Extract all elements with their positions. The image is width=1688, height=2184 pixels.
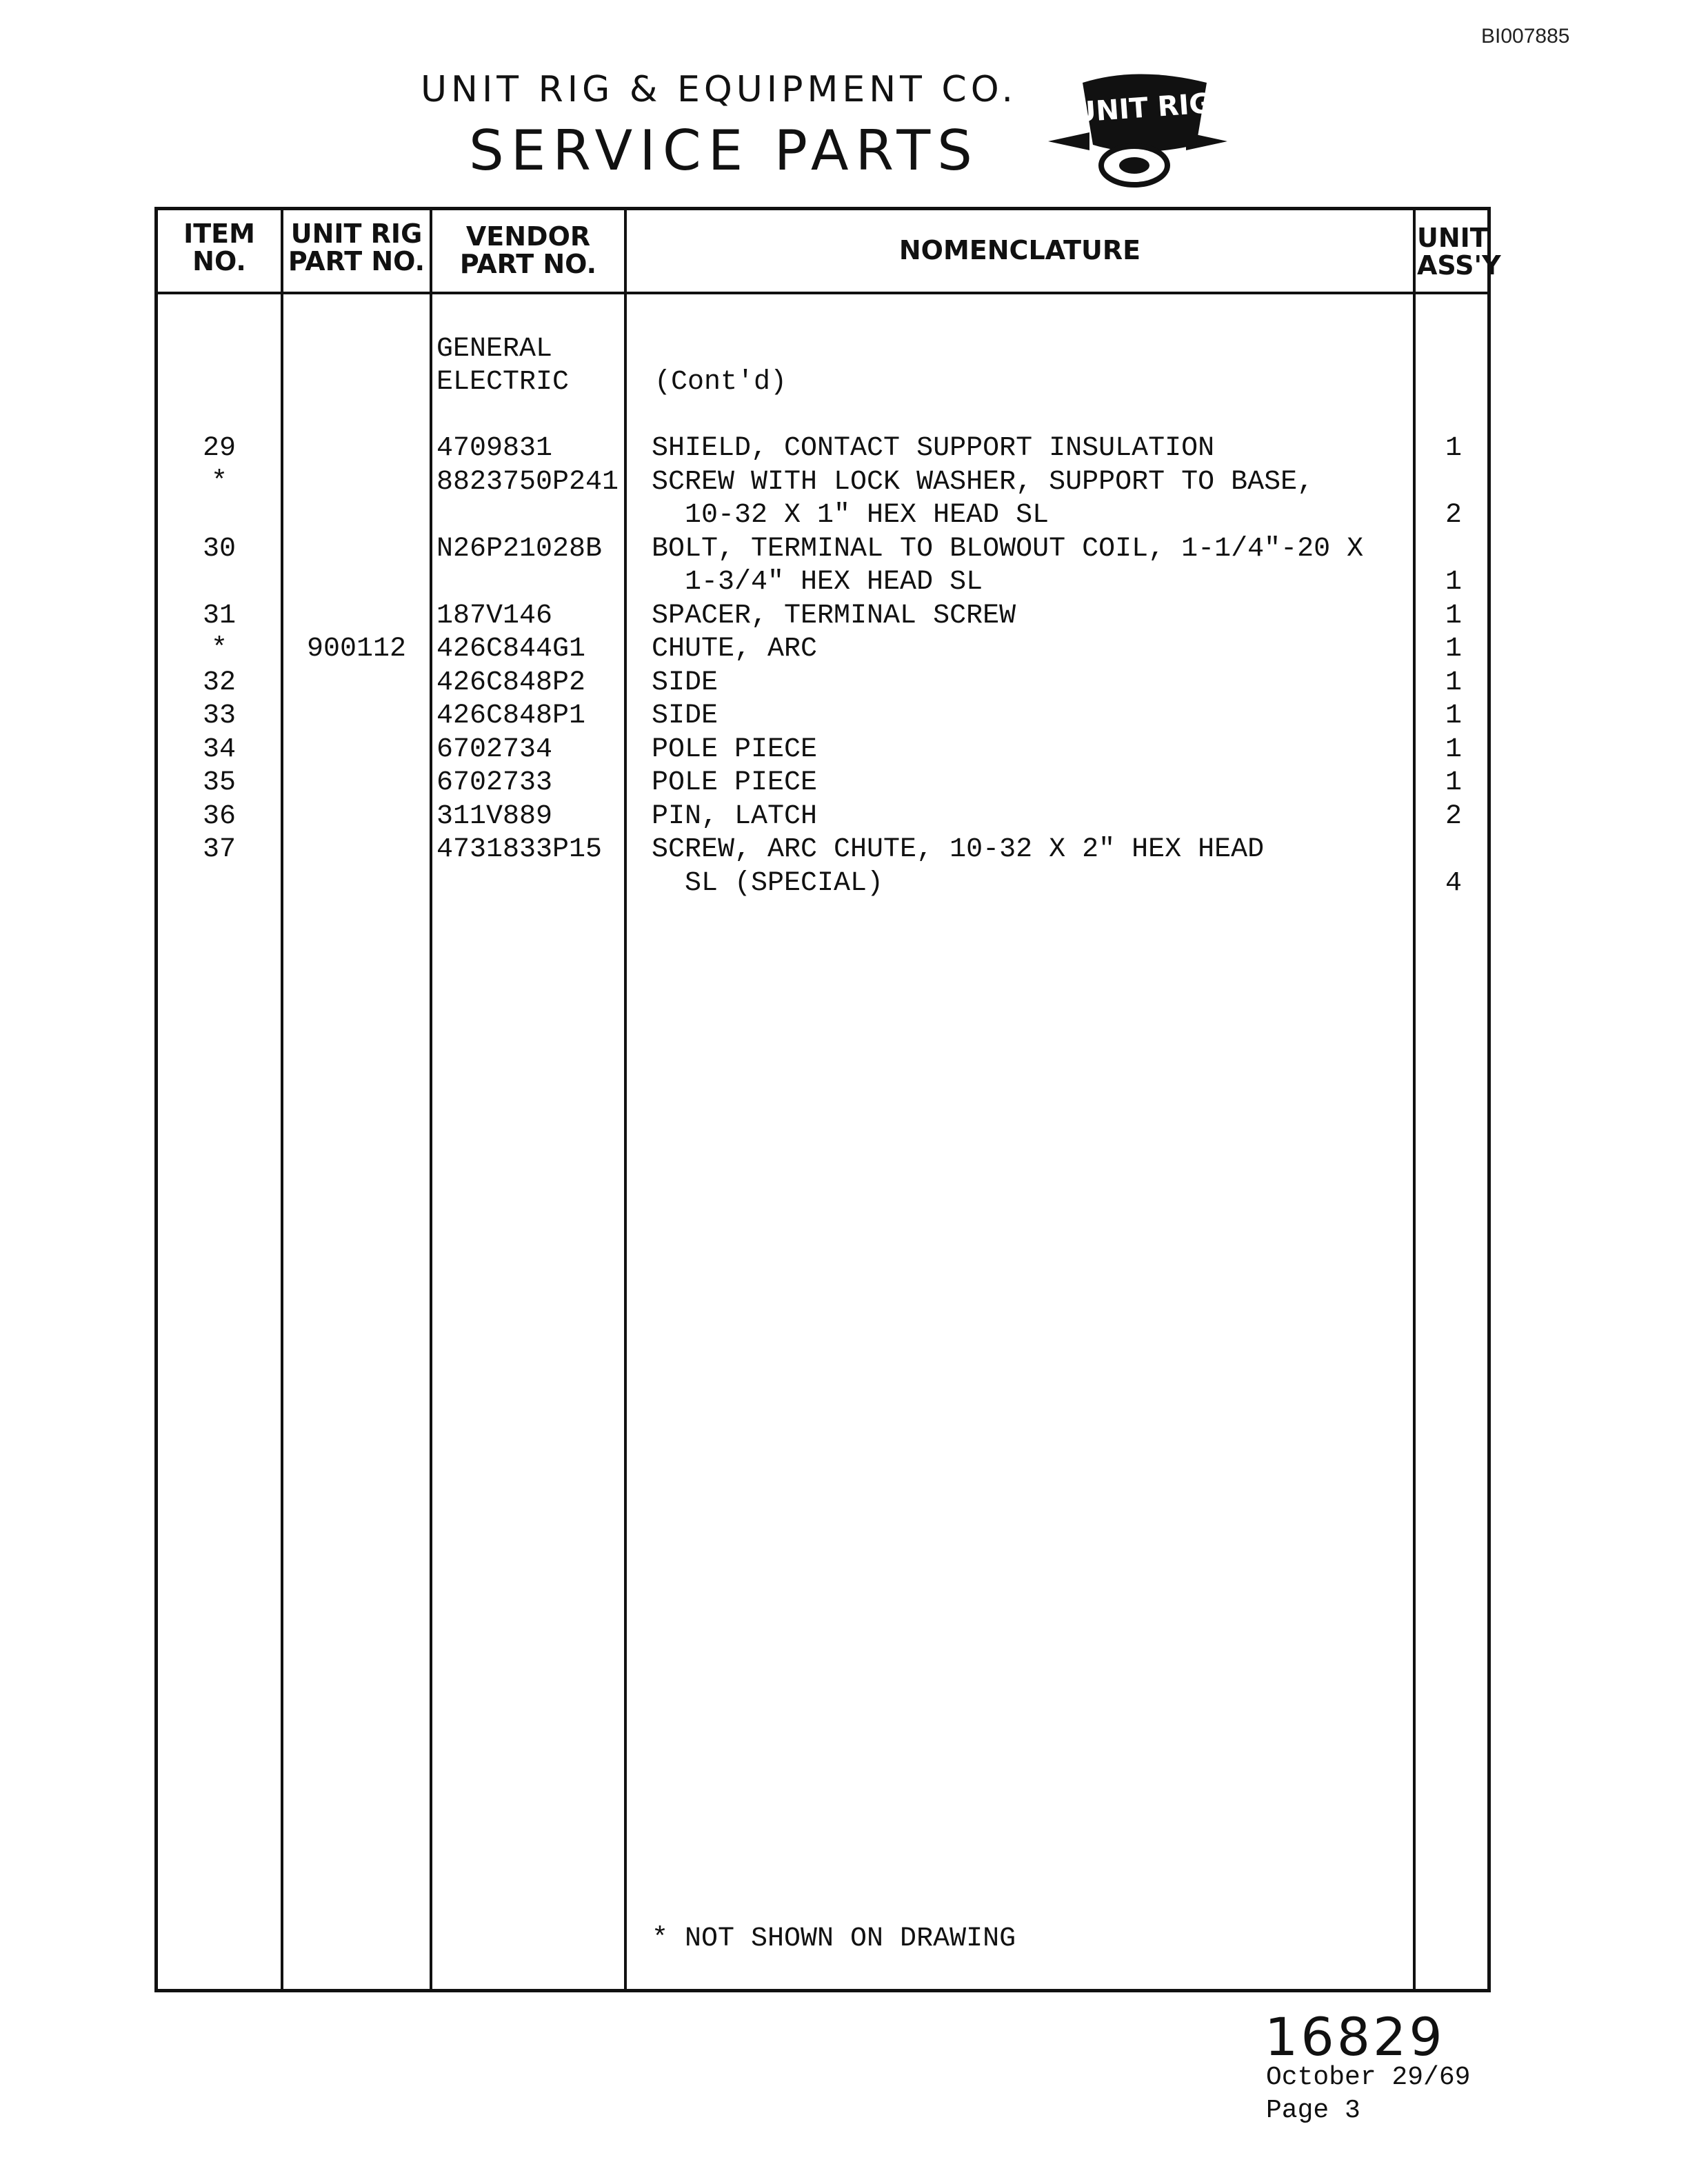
footer-page: Page 3 [1266, 2096, 1360, 2125]
cell-item-no: 33 [202, 700, 236, 731]
footnote: * NOT SHOWN ON DRAWING [652, 1923, 1016, 1954]
header-nomenclature: NOMENCLATURE [898, 235, 1141, 265]
cell-vendor-part-no: 187V146 [436, 600, 553, 631]
column-divider [281, 210, 283, 1989]
cell-item-no: 35 [202, 767, 236, 798]
cell-nomenclature: BOLT, TERMINAL TO BLOWOUT COIL, 1-1/4"-20 X [652, 533, 1364, 565]
header-vendor-part-no: VENDOR PART NO. [459, 221, 597, 279]
cell-nomenclature: 1-3/4" HEX HEAD SL [652, 567, 983, 598]
cell-unit-assy-qty: 1 [1445, 734, 1462, 765]
cell-unit-assy-qty: 1 [1445, 634, 1462, 665]
cell-item-no: 30 [202, 533, 236, 565]
cell-unit-assy-qty: 1 [1445, 667, 1462, 698]
cell-vendor-part-no: 311V889 [436, 800, 553, 832]
cell-unit-assy-qty: 2 [1445, 500, 1462, 531]
header-unit-rig-part-no: UNIT RIG PART NO. [288, 219, 425, 276]
cell-vendor-part-no: 6702733 [436, 767, 553, 798]
cell-item-no: * [210, 466, 228, 498]
cell-unit-assy-qty: 2 [1445, 800, 1462, 832]
cell-nomenclature: SIDE [652, 700, 719, 731]
column-divider [430, 210, 432, 1989]
cell-item-no: * [210, 634, 228, 665]
cell-item-no: 32 [202, 667, 236, 698]
cell-nomenclature: PIN, LATCH [652, 800, 818, 832]
cell-nomenclature: POLE PIECE [652, 767, 818, 798]
svg-text:UNIT RIG: UNIT RIG [1072, 88, 1213, 129]
cell-vendor-part-no: 4731833P15 [436, 834, 603, 865]
cell-vendor-part-no: 8823750P241 [436, 466, 619, 498]
document-number: 16829 [1265, 2006, 1445, 2067]
cell-nomenclature: SCREW WITH LOCK WASHER, SUPPORT TO BASE, [652, 466, 1314, 498]
vendor-name-line: ELECTRIC [436, 367, 570, 398]
cell-vendor-part-no: 426C848P1 [436, 700, 586, 731]
parts-table [154, 207, 1501, 1992]
header-item-no: ITEM NO. [183, 219, 255, 276]
page-title: SERVICE PARTS [469, 119, 979, 183]
company-name: UNIT RIG & EQUIPMENT CO. [421, 69, 1018, 110]
cell-nomenclature: POLE PIECE [652, 734, 818, 765]
cell-unit-assy-qty: 1 [1445, 600, 1462, 631]
cell-nomenclature: 10-32 X 1" HEX HEAD SL [652, 500, 1049, 531]
cell-nomenclature: CHUTE, ARC [652, 634, 818, 665]
unit-rig-logo [1048, 69, 1227, 193]
column-divider [624, 210, 627, 1989]
cell-item-no: 29 [202, 433, 236, 464]
cell-vendor-part-no: 426C844G1 [436, 634, 586, 665]
continued-label: (Cont'd) [654, 367, 787, 398]
cell-item-no: 31 [202, 600, 236, 631]
cell-unit-assy-qty: 4 [1445, 867, 1462, 899]
footer-date: October 29/69 [1266, 2063, 1471, 2092]
cell-unit-assy-qty: 1 [1445, 567, 1462, 598]
cell-unit-assy-qty: 1 [1445, 700, 1462, 731]
document-id: BI007885 [1481, 25, 1570, 48]
cell-unit-assy-qty: 1 [1445, 767, 1462, 798]
cell-nomenclature: SHIELD, CONTACT SUPPORT INSULATION [652, 433, 1215, 464]
cell-nomenclature: SPACER, TERMINAL SCREW [652, 600, 1016, 631]
cell-unit-rig-part-no: 900112 [306, 634, 407, 665]
cell-nomenclature: SL (SPECIAL) [652, 867, 884, 899]
header-divider [158, 292, 1487, 294]
cell-item-no: 37 [202, 834, 236, 865]
cell-item-no: 34 [202, 734, 236, 765]
column-divider [1413, 210, 1416, 1989]
cell-vendor-part-no: 4709831 [436, 433, 553, 464]
vendor-name-line: GENERAL [436, 334, 553, 365]
cell-vendor-part-no: N26P21028B [436, 533, 603, 565]
cell-vendor-part-no: 426C848P2 [436, 667, 586, 698]
cell-nomenclature: SCREW, ARC CHUTE, 10-32 X 2" HEX HEAD [652, 834, 1265, 865]
cell-vendor-part-no: 6702734 [436, 734, 553, 765]
cell-item-no: 36 [202, 800, 236, 832]
header-unit-assy: UNIT ASS'Y [1417, 223, 1501, 281]
cell-unit-assy-qty: 1 [1445, 433, 1462, 464]
cell-nomenclature: SIDE [652, 667, 719, 698]
